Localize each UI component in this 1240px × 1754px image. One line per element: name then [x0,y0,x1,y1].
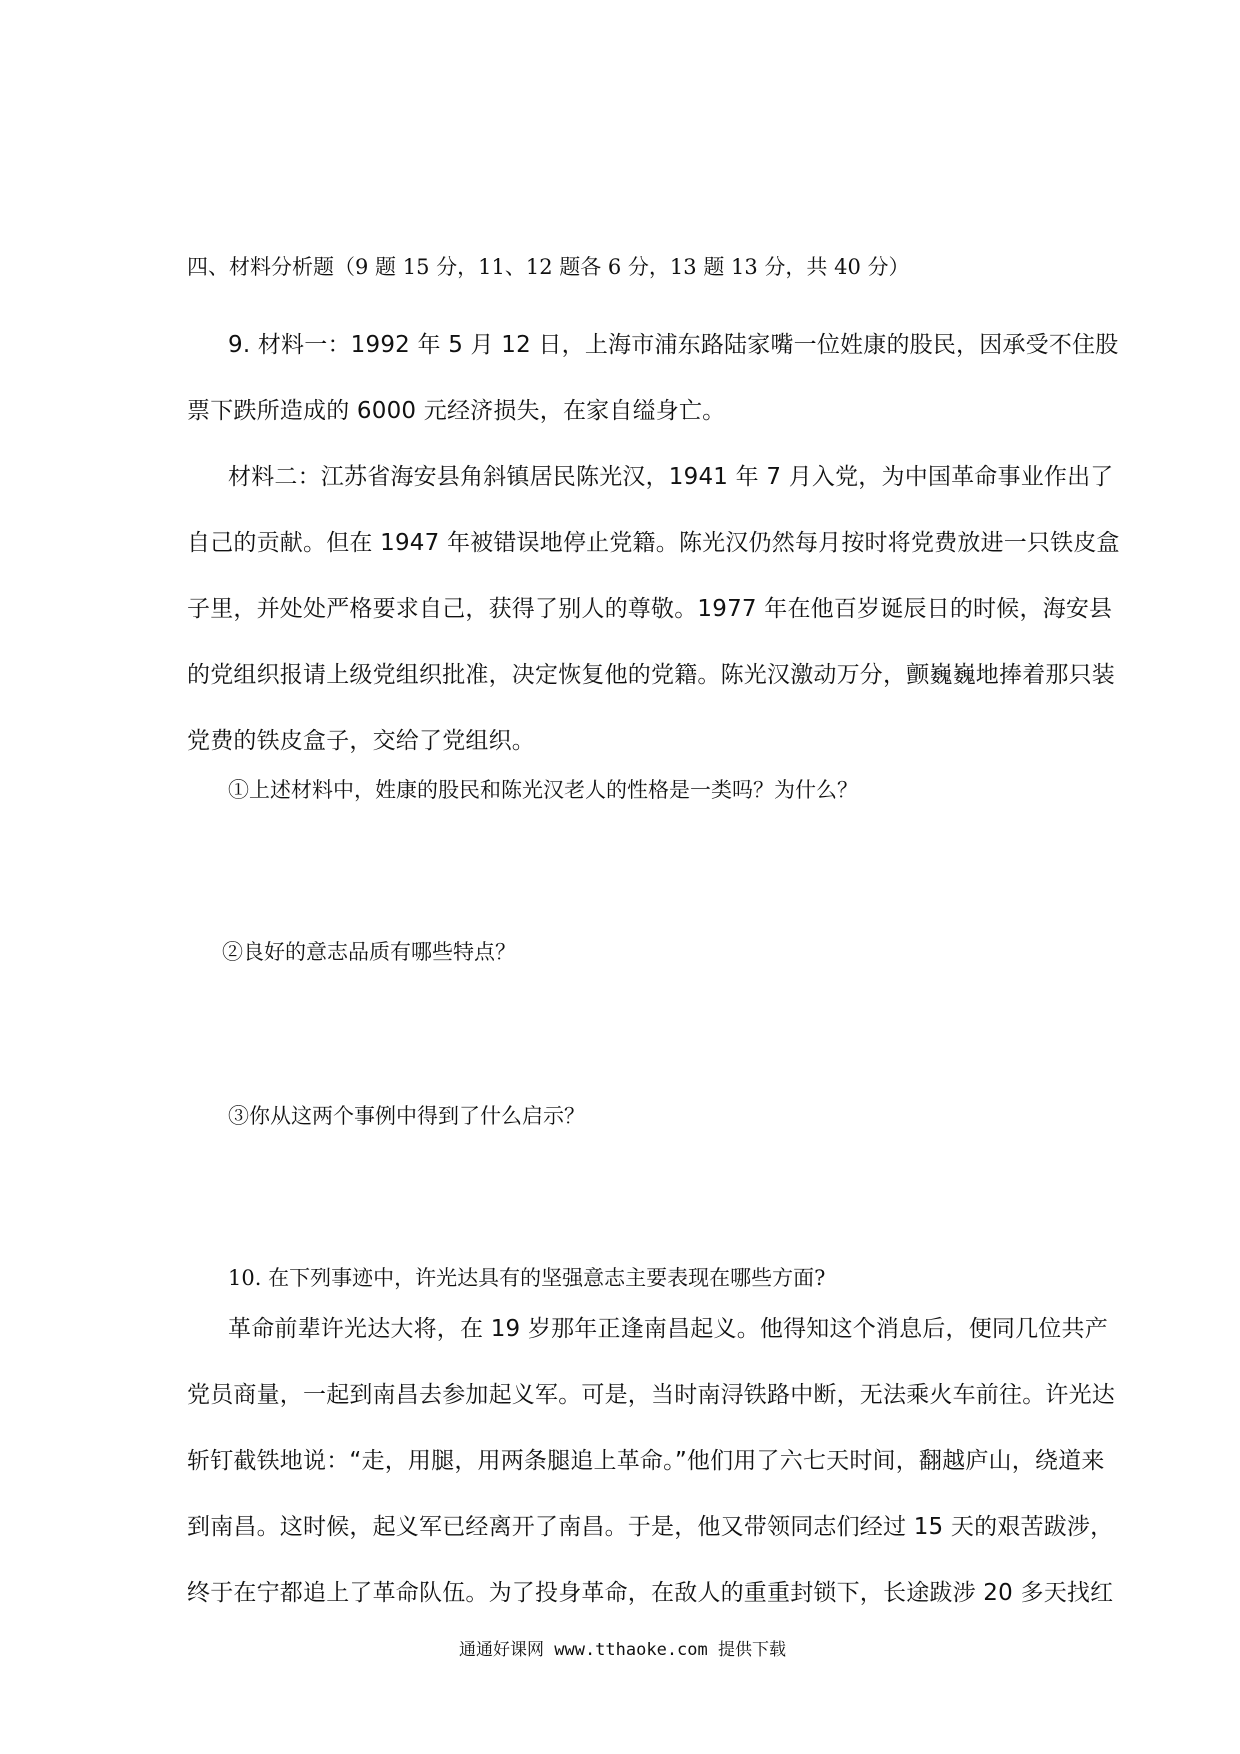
section-heading: 四、材料分析题（9 题 15 分，11、12 题各 6 分，13 题 13 分，共 40 分） [187,255,910,279]
q10-passage-line-5: 终于在宁都追上了革命队伍。为了投身革命，在敌人的重重封锁下，长途跋涉 20 多天找红 [187,1580,1114,1606]
q9-material1-line-1: 9. 材料一：1992 年 5 月 12 日，上海市浦东路陆家嘴一位姓康的股民，因承受不住股 [228,332,1119,358]
q10-passage-line-3: 斩钉截铁地说：“走，用腿，用两条腿追上革命。”他们用了六七天时间，翻越庐山，绕道来 [187,1448,1105,1474]
q9-sub-question-1: ①上述材料中，姓康的股民和陈光汉老人的性格是一类吗？为什么？ [228,778,858,802]
q9-material2-line-4: 的党组织报请上级党组织批准，决定恢复他的党籍。陈光汉激动万分，颤巍巍地捧着那只装 [187,662,1115,688]
q9-material2-line-3: 子里，并处处严格要求自己，获得了别人的尊敬。1977 年在他百岁诞辰日的时候，海安县 [187,596,1113,622]
q9-material2-line-1: 材料二：江苏省海安县角斜镇居民陈光汉，1941 年 7 月入党，为中国革命事业作出了 [228,464,1114,490]
q10-passage-line-4: 到南昌。这时候，起义军已经离开了南昌。于是，他又带领同志们经过 15 天的艰苦跋涉， [187,1514,1114,1540]
q9-material1-line-2: 票下跌所造成的 6000 元经济损失，在家自缢身亡。 [187,398,726,424]
q9-sub-question-2: ②良好的意志品质有哪些特点？ [222,940,516,964]
page-footer: 通通好课网 www.tthaoke.com 提供下载 [459,1640,786,1660]
q10-question: 10. 在下列事迹中，许光达具有的坚强意志主要表现在哪些方面? [228,1266,826,1290]
q9-material2-line-5: 党费的铁皮盒子，交给了党组织。 [187,728,535,754]
q9-material2-line-2: 自己的贡献。但在 1947 年被错误地停止党籍。陈光汉仍然每月按时将党费放进一只铁皮盒 [187,530,1120,556]
q10-passage-line-2: 党员商量，一起到南昌去参加起义军。可是，当时南浔铁路中断，无法乘火车前往。许光达 [187,1382,1115,1408]
q10-passage-line-1: 革命前辈许光达大将，在 19 岁那年正逢南昌起义。他得知这个消息后，便同几位共产 [228,1316,1108,1342]
q9-sub-question-3: ③你从这两个事例中得到了什么启示？ [228,1104,585,1128]
